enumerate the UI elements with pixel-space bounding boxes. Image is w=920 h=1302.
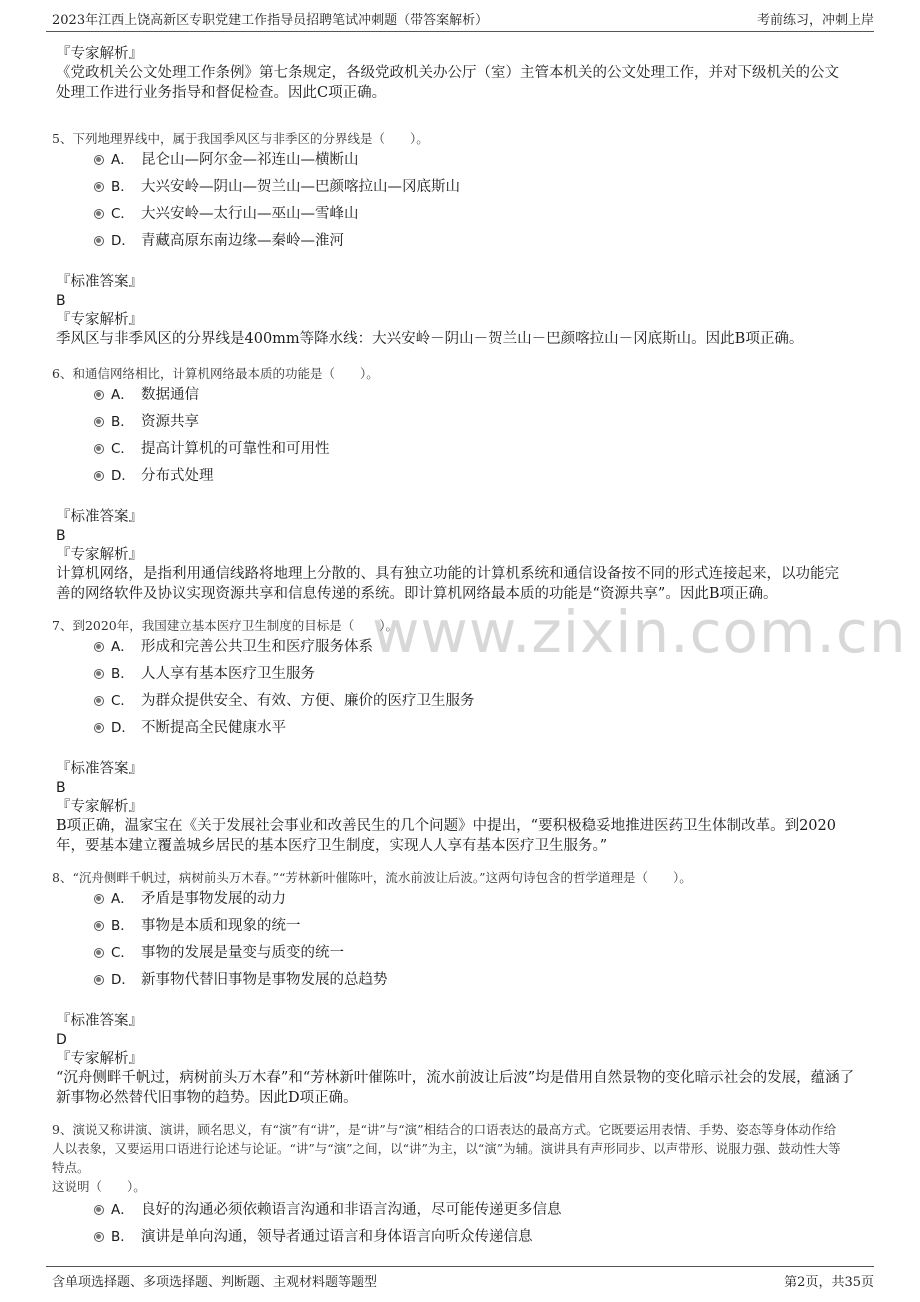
option-letter: D．	[111, 233, 135, 249]
option-text: 不断提高全民健康水平	[141, 720, 286, 736]
radio-icon[interactable]	[94, 209, 104, 219]
option-d[interactable]	[94, 466, 214, 486]
analysis-line: 善的网络软件及协议实现资源共享和信息传递的系统。即计算机网络最本质的功能是“资源共享”。因此B项正确。	[56, 586, 778, 602]
analysis-label: 『专家解析』	[56, 312, 143, 328]
option-d[interactable]	[94, 970, 388, 990]
option-a[interactable]	[94, 1200, 562, 1220]
answer-value: B	[56, 528, 66, 544]
option-b[interactable]	[94, 177, 460, 197]
analysis-label: 『专家解析』	[56, 1051, 143, 1067]
radio-icon[interactable]	[94, 1232, 104, 1242]
option-a[interactable]	[94, 385, 199, 405]
stem-line: 9、演说又称讲演、演讲，顾名思义，有“演”有“讲”，是“讲”与“演”相结合的口语表达的最高方式。它既要运用表情、手势、姿态等身体动作给	[52, 1122, 837, 1137]
option-a[interactable]	[94, 889, 286, 909]
radio-icon[interactable]	[94, 669, 104, 679]
answer-label: 『标准答案』	[56, 509, 143, 525]
answer-label: 『标准答案』	[56, 274, 143, 290]
option-letter: C．	[111, 945, 134, 961]
option-text: 新事物代替旧事物是事物发展的总趋势	[141, 972, 388, 988]
analysis-label: 『专家解析』	[56, 547, 143, 563]
option-text: 数据通信	[141, 387, 199, 403]
option-letter: D．	[111, 720, 135, 736]
option-c[interactable]	[94, 943, 344, 963]
analysis-text	[56, 63, 874, 103]
answer-label: 『标准答案』	[56, 1013, 143, 1029]
radio-icon[interactable]	[94, 894, 104, 904]
analysis-line: 新事物必然替代旧事物的趋势。因此D项正确。	[56, 1090, 358, 1106]
document-title: 2023年江西上饶高新区专职党建工作指导员招聘笔试冲刺题（带答案解析）	[52, 13, 489, 28]
option-a[interactable]	[94, 150, 359, 170]
header-divider	[46, 31, 874, 32]
option-b[interactable]	[94, 1227, 533, 1247]
option-text: 人人享有基本医疗卫生服务	[141, 666, 315, 682]
radio-icon[interactable]	[94, 444, 104, 454]
radio-icon[interactable]	[94, 921, 104, 931]
question-stem: 8、“沉舟侧畔千帆过，病树前头万木春。”“芳林新叶催陈叶，流水前波让后波。”这两句诗包含的哲学道理是（ ）。	[52, 870, 692, 885]
analysis-line: 年，要基本建立覆盖城乡居民的基本医疗卫生制度，实现人人享有基本医疗卫生服务。”	[56, 838, 608, 854]
answer-value: B	[56, 293, 66, 309]
footer-divider	[46, 1266, 874, 1267]
option-text: 提高计算机的可靠性和可用性	[141, 441, 330, 457]
answer-value: D	[56, 1032, 67, 1048]
answer-label: 『标准答案』	[56, 761, 143, 777]
analysis-line: 季风区与非季风区的分界线是400mm等降水线：大兴安岭－阴山－贺兰山－巴颜喀拉山－冈底斯山。因此B项正确。	[56, 331, 804, 347]
option-c[interactable]	[94, 439, 330, 459]
option-d[interactable]	[94, 718, 286, 738]
analysis-text	[56, 564, 874, 604]
footer-note: 含单项选择题、多项选择题、判断题、主观材料题等题型	[52, 1275, 378, 1290]
option-text: 为群众提供安全、有效、方便、廉价的医疗卫生服务	[141, 693, 475, 709]
option-text: 大兴安岭—太行山—巫山—雪峰山	[141, 206, 359, 222]
analysis-line: 计算机网络，是指利用通信线路将地理上分散的、具有独立功能的计算机系统和通信设备按不同的形式连接起来，以功能完	[56, 566, 839, 582]
page-number: 第2页，共35页	[784, 1275, 874, 1290]
option-letter: C．	[111, 206, 134, 222]
option-text: 昆仑山—阿尔金—祁连山—横断山	[141, 152, 359, 168]
analysis-line: “沉舟侧畔千帆过，病树前头万木春”和“芳林新叶催陈叶，流水前波让后波”均是借用自然景物的变化暗示社会的发展，蕴涵了	[56, 1070, 855, 1086]
radio-icon[interactable]	[94, 723, 104, 733]
option-text: 演讲是单向沟通，领导者通过语言和身体语言向听众传递信息	[141, 1229, 533, 1245]
radio-icon[interactable]	[94, 155, 104, 165]
analysis-label: 『专家解析』	[56, 46, 143, 62]
analysis-text	[56, 1068, 874, 1108]
option-letter: A．	[111, 152, 134, 168]
radio-icon[interactable]	[94, 236, 104, 246]
page-header	[0, 0, 920, 34]
option-letter: B．	[111, 666, 134, 682]
stem-line: 人以表象，又要运用口语进行论述与论证。“讲”与“演”之间，以“讲”为主，以“演”为辅。演讲具有声形同步、以声带形、说服力强、鼓动性大等	[52, 1141, 841, 1156]
option-letter: A．	[111, 891, 134, 907]
option-letter: A．	[111, 639, 134, 655]
analysis-text	[56, 329, 874, 349]
option-text: 资源共享	[141, 414, 199, 430]
option-text: 矛盾是事物发展的动力	[141, 891, 286, 907]
option-text: 事物是本质和现象的统一	[141, 918, 301, 934]
radio-icon[interactable]	[94, 390, 104, 400]
stem-line: 这说明（ ）。	[52, 1179, 146, 1194]
radio-icon[interactable]	[94, 471, 104, 481]
radio-icon[interactable]	[94, 1205, 104, 1215]
radio-icon[interactable]	[94, 182, 104, 192]
option-letter: C．	[111, 693, 134, 709]
radio-icon[interactable]	[94, 948, 104, 958]
option-text: 分布式处理	[141, 468, 214, 484]
radio-icon[interactable]	[94, 975, 104, 985]
radio-icon[interactable]	[94, 696, 104, 706]
question-stem	[52, 1120, 872, 1196]
header-slogan: 考前练习，冲刺上岸	[756, 13, 874, 28]
option-text: 良好的沟通必须依赖语言沟通和非语言沟通，尽可能传递更多信息	[141, 1202, 562, 1218]
option-d[interactable]	[94, 231, 344, 251]
analysis-line: 处理工作进行业务指导和督促检查。因此C项正确。	[56, 85, 387, 101]
option-letter: C．	[111, 441, 134, 457]
analysis-line: 《党政机关公文处理工作条例》第七条规定，各级党政机关办公厅（室）主管本机关的公文处理工作，并对下级机关的公文	[56, 65, 839, 81]
option-text: 事物的发展是量变与质变的统一	[141, 945, 344, 961]
option-b[interactable]	[94, 664, 315, 684]
analysis-text	[56, 816, 874, 856]
question-stem: 7、到2020年，我国建立基本医疗卫生制度的目标是（ ）。	[52, 618, 399, 633]
option-b[interactable]	[94, 916, 301, 936]
option-a[interactable]	[94, 637, 373, 657]
option-letter: A．	[111, 387, 134, 403]
radio-icon[interactable]	[94, 417, 104, 427]
option-letter: D．	[111, 972, 135, 988]
option-c[interactable]	[94, 204, 359, 224]
question-stem: 6、和通信网络相比，计算机网络最本质的功能是（ ）。	[52, 366, 379, 381]
option-letter: A．	[111, 1202, 134, 1218]
option-b[interactable]	[94, 412, 199, 432]
option-letter: B．	[111, 1229, 134, 1245]
watermark: www.zixin.com.cn	[372, 598, 907, 666]
option-letter: B．	[111, 414, 134, 430]
stem-line: 特点。	[52, 1160, 90, 1175]
question-stem: 5、下列地理界线中，属于我国季风区与非季区的分界线是（ ）。	[52, 131, 429, 146]
analysis-line: B项正确，温家宝在《关于发展社会事业和改善民生的几个问题》中提出，“要积极稳妥地推进医药卫生体制改革。到2020	[56, 818, 836, 834]
analysis-label: 『专家解析』	[56, 799, 143, 815]
radio-icon[interactable]	[94, 642, 104, 652]
option-text: 青藏高原东南边缘—秦岭—淮河	[141, 233, 344, 249]
option-letter: B．	[111, 918, 134, 934]
answer-value: B	[56, 780, 66, 796]
option-letter: B．	[111, 179, 134, 195]
option-text: 大兴安岭—阴山—贺兰山—巴颜喀拉山—冈底斯山	[141, 179, 460, 195]
option-letter: D．	[111, 468, 135, 484]
option-c[interactable]	[94, 691, 475, 711]
option-text: 形成和完善公共卫生和医疗服务体系	[141, 639, 373, 655]
